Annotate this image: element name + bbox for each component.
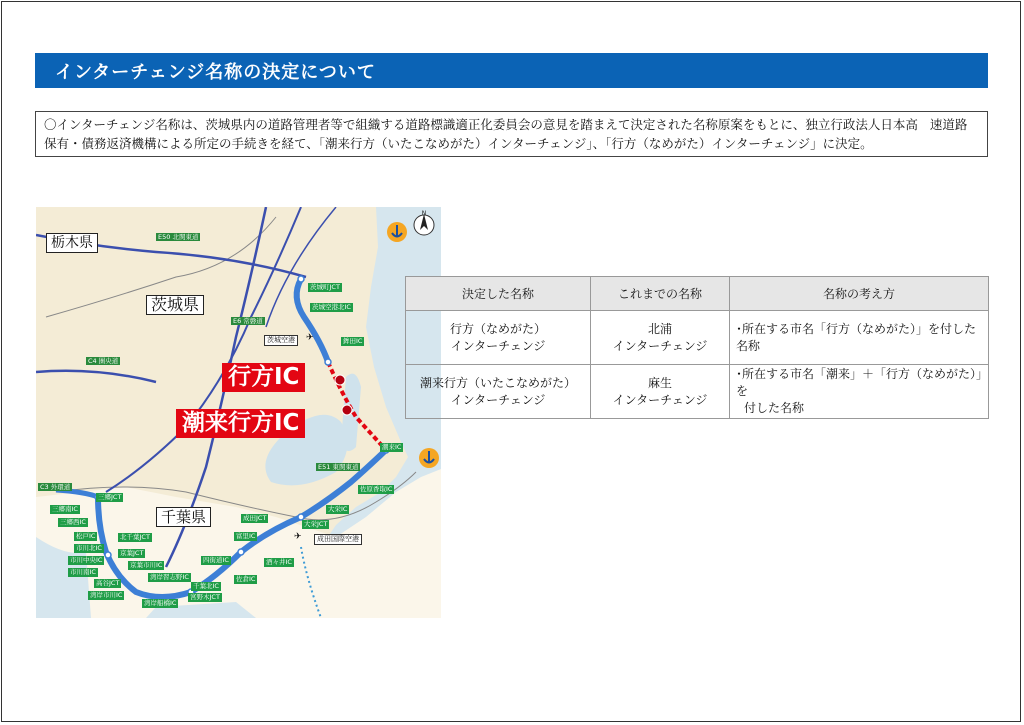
decided-name: 行方（なめがた） bbox=[449, 321, 546, 336]
station-misato-minami: 三郷南IC bbox=[52, 505, 78, 513]
previous-suffix: インターチェンジ bbox=[612, 338, 708, 353]
cell-previous bbox=[591, 311, 730, 365]
station-dot bbox=[298, 276, 304, 282]
station-kita-chiba-jct: 北千葉JCT bbox=[120, 533, 150, 541]
station-ibaraki-kukou-kita: 茨城空港北IC bbox=[312, 303, 351, 311]
previous-name: 北浦 bbox=[647, 321, 672, 336]
label-chiba: 千葉県 bbox=[156, 507, 211, 527]
station-oe-jct: 大栄JCT bbox=[304, 520, 328, 528]
station-shisui: 酒々井IC bbox=[266, 558, 292, 566]
station-hokota: 鉾田IC bbox=[343, 337, 363, 345]
reason-text: ･所在する市名「行方（なめがた）」を付した名称 bbox=[736, 321, 977, 353]
label-ibaraki: 茨城県 bbox=[146, 295, 204, 315]
station-oe: 大栄IC bbox=[328, 505, 348, 513]
station-narita-jct: 成田JCT bbox=[243, 514, 267, 522]
station-sakura: 佐倉IC bbox=[236, 575, 256, 583]
station-misato-nishi: 三郷西IC bbox=[60, 518, 86, 526]
cell-decided bbox=[406, 365, 591, 419]
ic-label-namegata: 行方IC bbox=[222, 363, 305, 392]
station-wangan-funabashi: 湾岸船橋IC bbox=[144, 599, 177, 607]
airplane-icon: ✈ bbox=[294, 532, 302, 542]
road-tag-c4: C4 圏央道 bbox=[88, 357, 119, 365]
airplane-icon: ✈ bbox=[306, 333, 314, 343]
label-ibaraki-airport: 茨城空港 bbox=[264, 335, 298, 346]
station-ichikawa-minami: 市川南IC bbox=[70, 568, 96, 576]
itako-namegata-ic-point bbox=[342, 405, 352, 415]
station-misato-jct: 三郷JCT bbox=[98, 493, 122, 501]
table-row bbox=[406, 365, 989, 419]
summary-box bbox=[35, 111, 988, 157]
reason-text: 付した名称 bbox=[744, 401, 805, 415]
road-tag-e51: E51 東関東道 bbox=[318, 463, 359, 471]
road-tag-e6: E6 常磐道 bbox=[233, 317, 263, 325]
page-title: インターチェンジ名称の決定について bbox=[35, 53, 988, 88]
station-yotsukaido: 四街道IC bbox=[203, 556, 229, 564]
station-ichikawa-chuo: 市川中央IC bbox=[70, 556, 103, 564]
road-tag-c3: C3 外環道 bbox=[40, 483, 71, 491]
ic-name-table bbox=[405, 276, 989, 419]
station-tomisato: 富里IC bbox=[236, 532, 256, 540]
station-matsudo: 松戸IC bbox=[76, 532, 96, 540]
station-wangan-narashino: 湾岸習志野IC bbox=[150, 573, 189, 581]
previous-name: 麻生 bbox=[647, 375, 672, 390]
decided-suffix: インターチェンジ bbox=[450, 338, 546, 353]
station-dot bbox=[238, 549, 244, 555]
ic-label-itako-namegata: 潮来行方IC bbox=[176, 409, 305, 438]
cell-decided bbox=[406, 311, 591, 365]
port-icon bbox=[386, 221, 408, 247]
header-previous: これまでの名称 bbox=[591, 277, 730, 311]
station-miyanogi-jct: 宮野木JCT bbox=[190, 593, 220, 601]
summary-line-2: 速道路保有・債務返済機構による所定の手続きを経て、「潮来行方（いたこなめがた）インターチェンジ」、「行方（なめがた）インターチェンジ」に決定。 bbox=[44, 117, 968, 151]
station-ibarakimachi-jct: 茨城町JCT bbox=[310, 283, 340, 291]
north-arrow-icon bbox=[413, 210, 435, 236]
decided-name: 潮来行方（いたこなめがた） bbox=[419, 375, 576, 390]
station-takaya-jct: 高谷JCT bbox=[96, 579, 120, 587]
station-wangan-ichikawa: 湾岸市川IC bbox=[90, 591, 123, 599]
namegata-ic-point bbox=[335, 375, 345, 385]
reason-text: ･所在する市名「潮来」＋「行方（なめがた）」を bbox=[736, 367, 983, 398]
table-header-row bbox=[406, 277, 989, 311]
route-map bbox=[36, 207, 441, 618]
station-sawara-katori: 佐原香取IC bbox=[360, 485, 393, 493]
previous-suffix: インターチェンジ bbox=[612, 392, 708, 407]
station-keiyo-jct: 京葉JCT bbox=[120, 549, 144, 557]
cell-reason bbox=[730, 311, 989, 365]
label-narita-airport: 成田国際空港 bbox=[314, 534, 362, 545]
label-tochigi: 栃木県 bbox=[46, 233, 98, 253]
port-icon bbox=[418, 447, 440, 473]
table-row bbox=[406, 311, 989, 365]
header-reason: 名称の考え方 bbox=[730, 277, 989, 311]
station-chiba-kita: 千葉北IC bbox=[193, 582, 219, 590]
svg-text:N: N bbox=[421, 210, 427, 217]
road-tag-e50: E50 北関東道 bbox=[158, 233, 199, 241]
station-dot bbox=[325, 359, 331, 365]
decided-suffix: インターチェンジ bbox=[450, 392, 546, 407]
station-keiyo-ichikawa: 京葉市川IC bbox=[130, 561, 163, 569]
header-decided: 決定した名称 bbox=[406, 277, 591, 311]
cell-previous bbox=[591, 365, 730, 419]
cell-reason bbox=[730, 365, 989, 419]
station-dot bbox=[105, 552, 111, 558]
summary-line-1: 〇インターチェンジ名称は、茨城県内の道路管理者等で組織する道路標識適正化委員会の意見を踏まえて決定された名称原案をもとに、独立行政法人日本高 bbox=[44, 117, 918, 132]
station-itako: 潮来IC bbox=[382, 443, 402, 451]
station-ichikawa-kita: 市川北IC bbox=[76, 544, 102, 552]
